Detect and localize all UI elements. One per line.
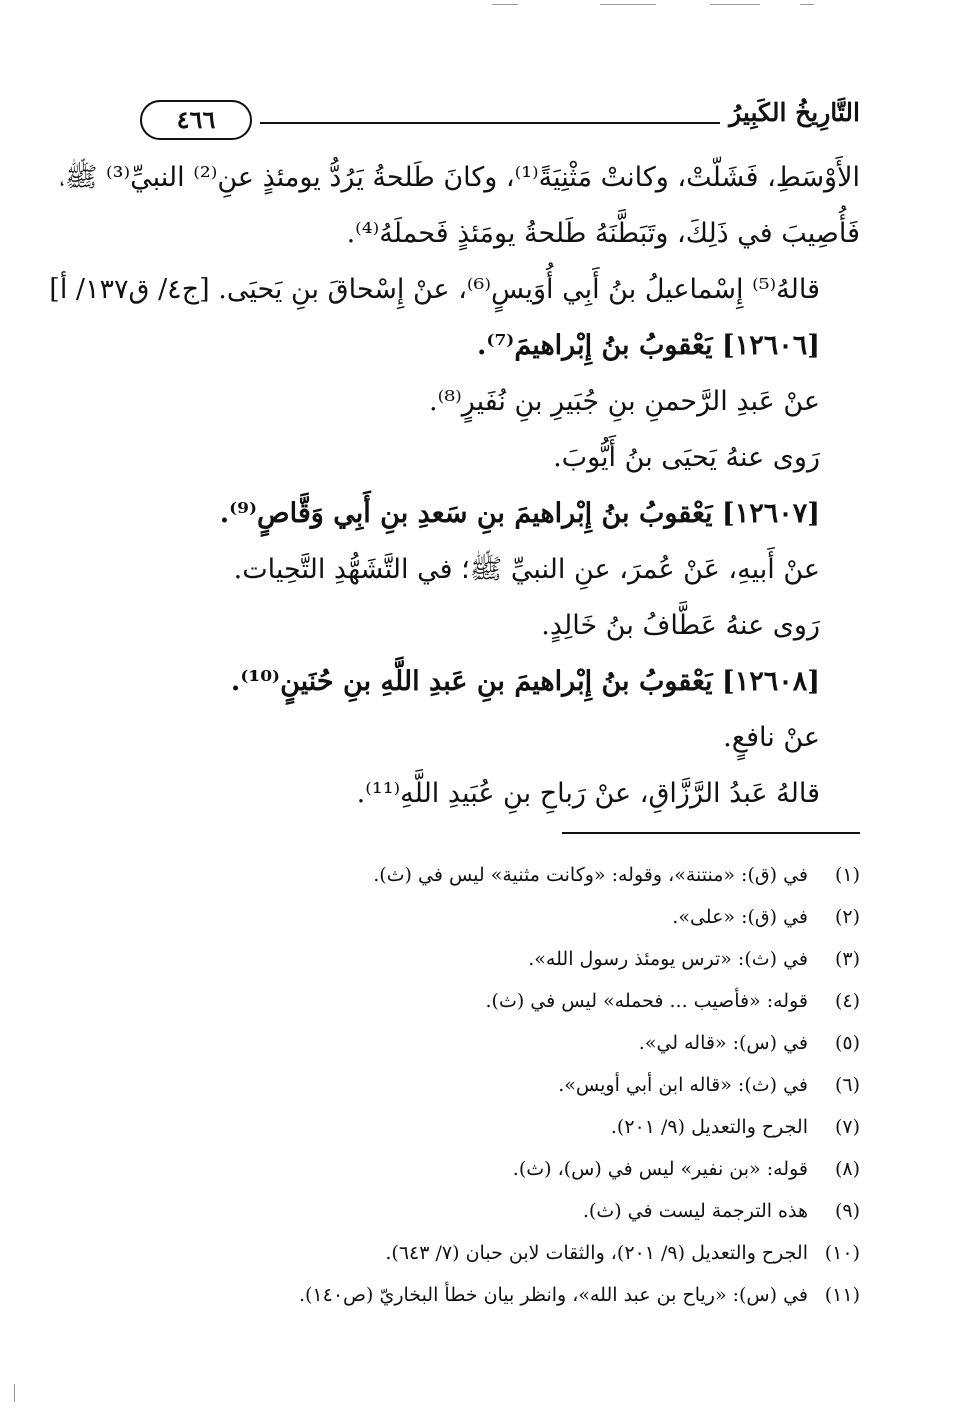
page-number: ٤٦٦ <box>140 100 252 140</box>
footnote <box>140 1106 860 1148</box>
footnote-text: قوله: «فأصيب ... فحمله» ليس في (ث). <box>485 990 808 1012</box>
footnote-number: (٥) <box>834 1032 860 1054</box>
footnote-text: في (ث): «قاله ابن أبي أويس». <box>558 1074 808 1096</box>
footnotes <box>140 854 860 1316</box>
footnote-number: (١١) <box>824 1284 860 1306</box>
text-line: عنْ عَبدِ الرَّحمنِ بنِ جُبَيرِ بنِ نُفَيرٍ⁽⁸⁾. <box>429 386 820 417</box>
footnote <box>140 896 860 938</box>
footnote-text: هذه الترجمة ليست في (ث). <box>582 1200 808 1222</box>
footnote-text: في (س): «رياح بن عبد الله»، وانظر بيان خطأ البخاريّ (ص١٤٠). <box>298 1284 808 1306</box>
entry-heading: [١٢٦٠٨] يَعْقوبُ بنُ إِبْراهيمَ بنِ عَبدِ اللَّهِ بنِ حُنَينٍ⁽¹⁰⁾. <box>230 666 820 697</box>
footnote <box>140 1274 860 1316</box>
footnote-number: (٧) <box>834 1116 860 1138</box>
footnote <box>140 854 860 896</box>
footnote-text: الجرح والتعديل (٩/ ٢٠١). <box>610 1116 808 1138</box>
entry-heading: [١٢٦٠٧] يَعْقوبُ بنُ إِبْراهيمَ بنِ سَعدِ بنِ أَبِي وَقَّاصٍ⁽⁹⁾. <box>219 498 820 529</box>
footnote-number: (٨) <box>834 1158 860 1180</box>
book-title: التَّارِيخُ الكَبِيرُ <box>729 98 860 127</box>
footnote-number: (٢) <box>834 906 860 928</box>
footnote-number: (١٠) <box>824 1242 860 1264</box>
text-line: الأَوْسَطِ، فَشَلّتْ، وكانتْ مَثْنِيَةً⁽¹⁾، وكانَ طَلحةُ يَرُدُّ يومئذٍ عنِ⁽²⁾ النبيِّ⁽³⁾ ﷺ، <box>59 162 860 193</box>
text-line: عنْ نافعٍ. <box>723 722 820 753</box>
footnote-number: (٤) <box>834 990 860 1012</box>
footnote-text: الجرح والتعديل (٩/ ٢٠١)، والثقات لابن حبان (٧/ ٦٤٣). <box>385 1242 808 1264</box>
footnote <box>140 1064 860 1106</box>
footnote-text: في (ث): «ترس يومئذ رسول الله». <box>528 948 808 970</box>
footnote-text: في (ق): «على». <box>672 906 808 928</box>
footnote <box>140 1148 860 1190</box>
text-line: رَوى عنهُ عَطَّافُ بنُ خَالِدٍ. <box>541 610 820 641</box>
footnote-number: (١) <box>834 864 860 886</box>
entry-heading: [١٢٦٠٦] يَعْقوبُ بنُ إِبْراهيمَ⁽⁷⁾. <box>477 330 820 361</box>
footnote-text: في (ق): «منتنة»، وقوله: «وكانت مثنية» ليس في (ث). <box>373 864 808 886</box>
scan-edge-mark <box>14 1384 15 1402</box>
page-header <box>140 96 860 146</box>
footnote <box>140 1232 860 1274</box>
footnote <box>140 1190 860 1232</box>
text-line: عنْ أَبيهِ، عَنْ عُمرَ، عنِ النبيِّ ﷺ؛ في التَّشَهُّدِ التَّحِيات. <box>233 554 820 585</box>
text-line: فَأُصِيبَ في ذَلِكَ، وتَبَطَّنَهُ طَلحةُ يومَئذٍ فَحملَهُ⁽⁴⁾. <box>346 218 860 249</box>
footnote-divider <box>562 832 860 834</box>
footnote <box>140 1022 860 1064</box>
footnote-text: في (س): «قاله لي». <box>638 1032 808 1054</box>
text-line: قالهُ عَبدُ الرَّزَّاقِ، عنْ رَباحِ بنِ عُبَيدِ اللَّهِ⁽¹¹⁾. <box>356 778 820 809</box>
footnote-number: (٣) <box>834 948 860 970</box>
footnote-number: (٦) <box>834 1074 860 1096</box>
scan-edge-marks <box>0 0 980 8</box>
header-rule <box>260 122 720 124</box>
footnote-number: (٩) <box>834 1200 860 1222</box>
footnote <box>140 980 860 1022</box>
text-line: رَوى عنهُ يَحيَى بنُ أَيُّوبَ. <box>553 442 820 473</box>
footnote-text: قوله: «بن نفير» ليس في (س)، (ث). <box>512 1158 808 1180</box>
text-line: قالهُ⁽⁵⁾ إِسْماعيلُ بنُ أَبِي أُوَيسٍ⁽⁶⁾، عنْ إِسْحاقَ بنِ يَحيَى. [ج٤/ ق١٣٧/ أ] <box>49 274 820 305</box>
footnote <box>140 938 860 980</box>
main-text <box>49 150 860 822</box>
